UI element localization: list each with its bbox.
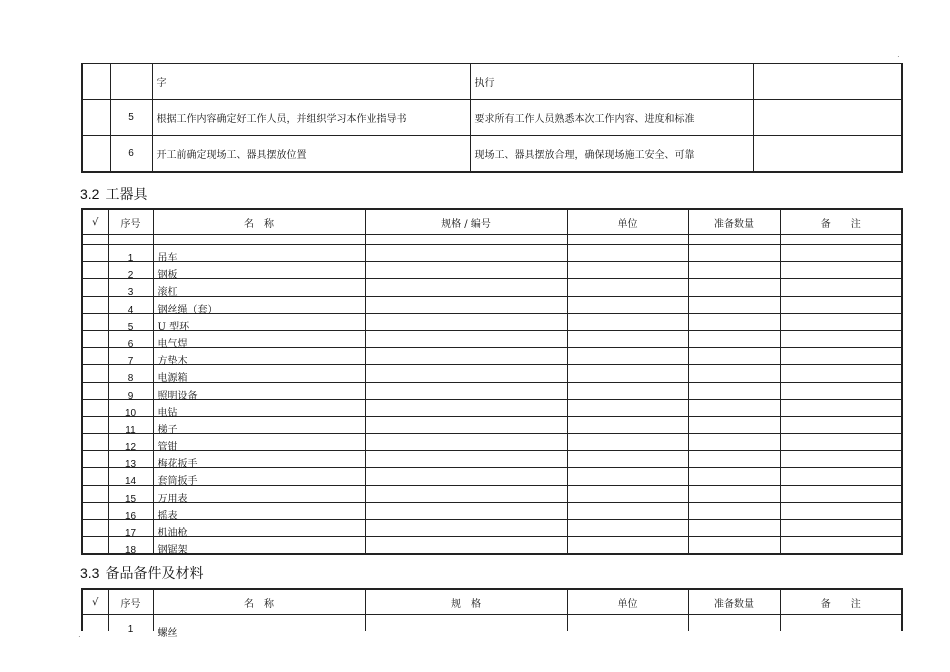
tool-unit xyxy=(567,416,688,433)
tool-unit xyxy=(567,451,688,468)
tool-qty xyxy=(688,382,780,399)
parts-section-label: 备品备件及材料 xyxy=(105,566,204,582)
tool-name-text: 方垫木 xyxy=(157,356,188,368)
note-cell xyxy=(753,100,902,136)
tool-qty xyxy=(688,468,780,485)
tool-row xyxy=(82,537,902,555)
tool-number-text: 13 xyxy=(124,459,137,471)
tool-note xyxy=(780,296,902,313)
tool-spec xyxy=(365,262,567,279)
tool-name-text: 钢锯架 xyxy=(157,545,188,557)
tool-spec xyxy=(365,416,567,433)
check-cell[interactable] xyxy=(82,279,108,296)
tool-spec xyxy=(365,245,567,262)
parts-table xyxy=(81,588,903,639)
spacer-cell xyxy=(108,235,153,245)
tool-note xyxy=(780,485,902,502)
tool-name-text: 电气焊 xyxy=(157,338,188,350)
tool-qty xyxy=(688,399,780,416)
work-prep-row xyxy=(82,64,902,100)
tool-spec xyxy=(365,348,567,365)
tools-section-title xyxy=(80,184,147,204)
header-name: 名 称 xyxy=(153,209,365,235)
corner-mark: · xyxy=(897,52,900,61)
tool-spec xyxy=(365,365,567,382)
work-content: 开工前确定现场工、器具摆放位置 xyxy=(152,136,470,173)
header-seq: 序号 xyxy=(108,209,153,235)
tool-number xyxy=(108,365,153,385)
tool-spec xyxy=(365,434,567,451)
part-row xyxy=(82,615,902,632)
tool-note xyxy=(780,537,902,555)
tool-number xyxy=(108,537,153,555)
tool-number-text: 14 xyxy=(124,476,137,488)
header-qty: 准备数量 xyxy=(688,209,780,235)
check-cell[interactable] xyxy=(82,348,108,365)
tool-note xyxy=(780,451,902,468)
tool-number-text: 7 xyxy=(127,356,134,368)
tool-name-text: 电钻 xyxy=(157,407,178,419)
check-cell[interactable] xyxy=(82,451,108,468)
tool-number xyxy=(108,416,153,436)
check-cell[interactable] xyxy=(82,520,108,537)
tool-note xyxy=(780,416,902,433)
tool-spec xyxy=(365,279,567,296)
tool-unit xyxy=(567,502,688,519)
tool-spec xyxy=(365,382,567,399)
tool-qty xyxy=(688,279,780,296)
tool-number-text: 5 xyxy=(127,321,134,333)
part-number xyxy=(108,615,153,635)
tool-unit xyxy=(567,382,688,399)
check-cell xyxy=(82,100,110,136)
tool-name-text: U 型环 xyxy=(157,321,190,333)
check-cell[interactable] xyxy=(82,365,108,382)
spacer-cell xyxy=(82,235,108,245)
tool-unit xyxy=(567,296,688,313)
parts-header-row xyxy=(82,589,902,615)
tool-note xyxy=(780,434,902,451)
tool-number xyxy=(108,296,153,316)
tool-number-text: 11 xyxy=(125,424,136,436)
tool-unit xyxy=(567,348,688,365)
tool-qty xyxy=(688,537,780,555)
tool-spec xyxy=(365,520,567,537)
tool-unit xyxy=(567,313,688,330)
tool-number-text: 4 xyxy=(127,304,134,316)
tool-number-text: 8 xyxy=(127,373,134,385)
header-qty: 准备数量 xyxy=(688,589,780,615)
tool-qty xyxy=(688,451,780,468)
tool-note xyxy=(780,262,902,279)
tool-note xyxy=(780,330,902,347)
tool-number xyxy=(108,348,153,368)
tool-row xyxy=(82,279,902,296)
tool-number xyxy=(108,262,153,282)
tool-name-text: 摇表 xyxy=(157,510,178,522)
tool-name-text: 管钳 xyxy=(157,442,178,454)
header-unit: 单位 xyxy=(567,209,688,235)
tool-unit xyxy=(567,365,688,382)
work-content: 字 xyxy=(152,64,470,100)
tool-row xyxy=(82,296,902,313)
tool-name-text: 万用表 xyxy=(157,493,188,505)
tool-row xyxy=(82,245,902,262)
check-cell[interactable] xyxy=(82,416,108,433)
tool-spec xyxy=(365,399,567,416)
work-requirement: 执行 xyxy=(470,64,753,100)
tool-name xyxy=(153,313,365,333)
tool-spec xyxy=(365,296,567,313)
tool-unit xyxy=(567,485,688,502)
tool-unit xyxy=(567,520,688,537)
tool-unit xyxy=(567,330,688,347)
tool-row xyxy=(82,468,902,485)
tool-name-text: 电源箱 xyxy=(157,373,188,385)
tool-qty xyxy=(688,365,780,382)
tool-qty xyxy=(688,245,780,262)
tool-name xyxy=(153,296,365,316)
tool-note xyxy=(780,520,902,537)
header-spec: 规格 / 编号 xyxy=(365,209,567,235)
tool-number-text: 9 xyxy=(127,390,134,402)
tool-note xyxy=(780,279,902,296)
tool-qty xyxy=(688,502,780,519)
tool-note xyxy=(780,365,902,382)
spacer-cell xyxy=(153,235,365,245)
part-unit xyxy=(567,615,688,632)
tool-number xyxy=(108,245,153,262)
tool-number xyxy=(108,279,153,299)
tool-spec xyxy=(365,451,567,468)
tool-number-text: 16 xyxy=(124,510,137,522)
corner-mark: · xyxy=(78,632,81,641)
tool-name xyxy=(153,399,365,419)
tool-number xyxy=(108,330,153,350)
tool-unit xyxy=(567,279,688,296)
tool-unit xyxy=(567,434,688,451)
check-cell[interactable] xyxy=(82,330,108,347)
tool-name-text: 梯子 xyxy=(157,424,178,436)
check-cell[interactable] xyxy=(82,313,108,330)
tool-number xyxy=(108,451,153,471)
tools-table xyxy=(81,208,903,555)
tool-row xyxy=(82,382,902,399)
tool-unit xyxy=(567,245,688,262)
tool-name-text: 梅花扳手 xyxy=(157,459,198,471)
part-qty xyxy=(688,615,780,632)
check-cell[interactable] xyxy=(82,502,108,519)
tool-name xyxy=(153,279,365,299)
tool-number xyxy=(108,313,153,333)
tool-number xyxy=(108,468,153,488)
tool-spec xyxy=(365,502,567,519)
part-name xyxy=(153,615,365,639)
check-cell[interactable] xyxy=(82,382,108,399)
tool-number-text: 12 xyxy=(124,442,137,454)
tool-spec xyxy=(365,537,567,555)
tool-number xyxy=(108,434,153,454)
work-requirement: 要求所有工作人员熟悉本次工作内容、进度和标准 xyxy=(470,100,753,136)
header-note: 备 注 xyxy=(780,589,902,615)
tool-row xyxy=(82,502,902,519)
tool-name xyxy=(153,262,365,282)
parts-section-title xyxy=(80,563,203,583)
tool-qty xyxy=(688,348,780,365)
tool-note xyxy=(780,502,902,519)
tool-number-text: 2 xyxy=(127,270,134,282)
tool-row xyxy=(82,330,902,347)
tool-row xyxy=(82,313,902,330)
tool-number xyxy=(108,485,153,505)
tool-row xyxy=(82,365,902,382)
tool-row xyxy=(82,399,902,416)
check-cell[interactable] xyxy=(82,434,108,451)
tool-name xyxy=(153,416,365,436)
tool-row xyxy=(82,348,902,365)
tool-qty xyxy=(688,296,780,313)
part-spec xyxy=(365,615,567,632)
check-cell xyxy=(82,136,110,173)
tool-name xyxy=(153,537,365,555)
tool-name xyxy=(153,348,365,368)
row-number xyxy=(110,64,152,100)
row-number: 5 xyxy=(110,100,152,136)
tool-row xyxy=(82,416,902,433)
tool-name-text: 套筒扳手 xyxy=(157,476,198,488)
tool-name-text: 吊车 xyxy=(157,253,178,264)
tool-note xyxy=(780,313,902,330)
tools-section-label: 工器具 xyxy=(105,187,148,203)
tool-qty xyxy=(688,330,780,347)
tool-name xyxy=(153,520,365,537)
spacer-cell xyxy=(688,235,780,245)
tool-name xyxy=(153,434,365,454)
check-cell[interactable] xyxy=(82,296,108,313)
tool-name xyxy=(153,451,365,471)
parts-section-number: 3.3 xyxy=(80,565,100,581)
tool-number xyxy=(108,520,153,537)
note-cell xyxy=(753,136,902,173)
check-cell[interactable] xyxy=(82,399,108,416)
tool-spec xyxy=(365,330,567,347)
tool-spec xyxy=(365,313,567,330)
tool-note xyxy=(780,382,902,399)
check-cell[interactable] xyxy=(82,537,108,555)
tool-name xyxy=(153,330,365,350)
tool-name-text: 滚杠 xyxy=(157,287,178,299)
tool-qty xyxy=(688,434,780,451)
tool-number xyxy=(108,382,153,402)
header-seq: 序号 xyxy=(108,589,153,615)
tools-header-row xyxy=(82,209,902,235)
tool-note xyxy=(780,348,902,365)
tool-number-text: 18 xyxy=(124,545,137,557)
work-prep-row xyxy=(82,100,902,136)
tool-number xyxy=(108,399,153,419)
tool-unit xyxy=(567,537,688,555)
spacer-cell xyxy=(567,235,688,245)
tool-spec xyxy=(365,485,567,502)
check-cell[interactable] xyxy=(82,262,108,279)
tool-spec xyxy=(365,468,567,485)
tool-qty xyxy=(688,416,780,433)
tool-unit xyxy=(567,399,688,416)
check-cell[interactable] xyxy=(82,245,108,262)
check-cell[interactable] xyxy=(82,615,108,632)
tool-name-text: 钢丝绳（套） xyxy=(157,304,218,316)
tool-number-text: 1 xyxy=(127,253,134,264)
header-unit: 单位 xyxy=(567,589,688,615)
tool-number-text: 17 xyxy=(124,528,137,539)
tool-qty xyxy=(688,313,780,330)
tool-name xyxy=(153,245,365,262)
tool-name xyxy=(153,382,365,402)
check-cell xyxy=(82,64,110,100)
tool-unit xyxy=(567,262,688,279)
tool-number-text: 3 xyxy=(127,287,134,299)
spacer-cell xyxy=(365,235,567,245)
tool-name xyxy=(153,365,365,385)
tool-name-text: 机油枪 xyxy=(157,528,188,539)
header-check: √ xyxy=(82,209,108,235)
tool-qty xyxy=(688,520,780,537)
tool-number-text: 15 xyxy=(124,493,137,505)
part-note xyxy=(780,615,902,632)
tool-qty xyxy=(688,485,780,502)
tool-name xyxy=(153,468,365,488)
check-cell[interactable] xyxy=(82,485,108,502)
tool-row xyxy=(82,520,902,537)
row-number: 6 xyxy=(110,136,152,173)
header-note: 备 注 xyxy=(780,209,902,235)
spacer-cell xyxy=(780,235,902,245)
tool-note xyxy=(780,245,902,262)
tool-row xyxy=(82,434,902,451)
tool-name xyxy=(153,485,365,505)
tool-name xyxy=(153,502,365,522)
note-cell xyxy=(753,64,902,100)
part-number-text: 1 xyxy=(127,624,134,635)
tool-number-text: 10 xyxy=(124,407,137,419)
tool-row xyxy=(82,485,902,502)
part-name-text: 螺丝 xyxy=(157,628,178,639)
tool-note xyxy=(780,399,902,416)
tools-section-number: 3.2 xyxy=(80,186,100,202)
tool-name-text: 钢板 xyxy=(157,270,178,282)
header-name: 名 称 xyxy=(153,589,365,615)
header-spec: 规 格 xyxy=(365,589,567,615)
header-check: √ xyxy=(82,589,108,615)
work-prep-table xyxy=(81,63,903,173)
tool-row xyxy=(82,262,902,279)
tool-row xyxy=(82,451,902,468)
work-prep-row xyxy=(82,136,902,173)
check-cell[interactable] xyxy=(82,468,108,485)
tool-note xyxy=(780,468,902,485)
work-requirement: 现场工、器具摆放合理，确保现场施工安全、可靠 xyxy=(470,136,753,173)
tools-spacer-row xyxy=(82,235,902,245)
work-content: 根据工作内容确定好工作人员，并组织学习本作业指导书 xyxy=(152,100,470,136)
tool-number xyxy=(108,502,153,522)
tool-unit xyxy=(567,468,688,485)
tool-number-text: 6 xyxy=(127,338,134,350)
tool-qty xyxy=(688,262,780,279)
tool-name-text: 照明设备 xyxy=(157,390,198,402)
